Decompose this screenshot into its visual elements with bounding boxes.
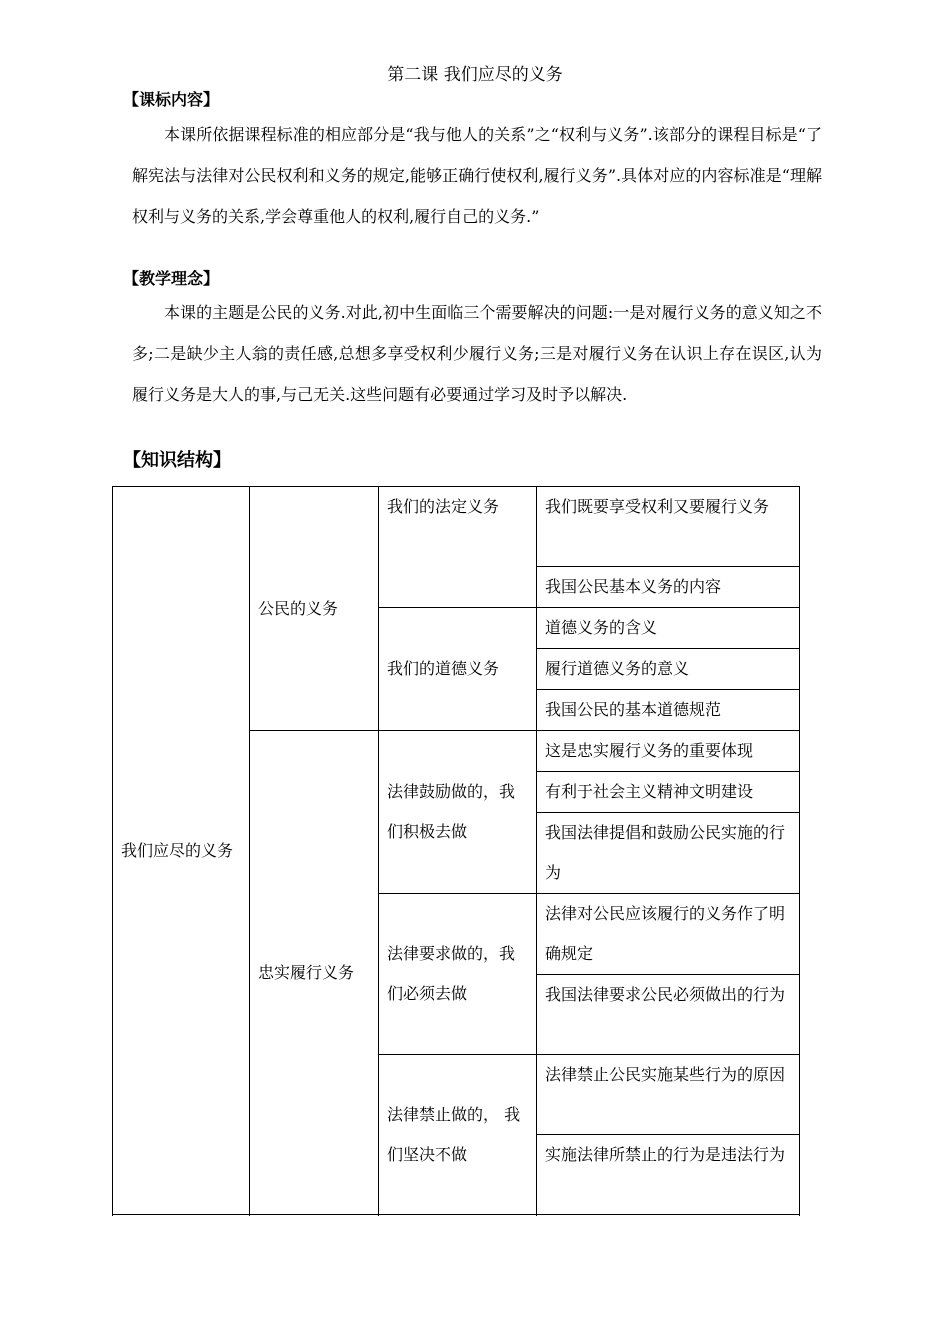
paragraph-teaching-philosophy: 本课的主题是公民的义务.对此,初中生面临三个需要解决的问题:一是对履行义务的意义知之不多;二是缺少主人翁的责任感,总想多享受权利少履行义务;三是对履行义务在认识上存在误区,认为履行义务是大人的事,与己无关.这些问题有必要通过学习及时予以解决. [132, 303, 822, 404]
section-heading-curriculum: 【课标内容】 [123, 90, 220, 109]
leaf-cell: 有利于社会主义精神文明建设 [537, 772, 800, 813]
leaf-cell: 法律禁止公民实施某些行为的原因 [537, 1055, 800, 1135]
knowledge-structure-table [112, 486, 800, 1215]
sub-cell-legal-duties: 我们的法定义务 [379, 487, 537, 608]
leaf-cell: 履行道德义务的意义 [537, 649, 800, 690]
leaf-cell: 道德义务的含义 [537, 608, 800, 649]
sub-cell-prohibited: 法律禁止做的， 我们坚决不做 [379, 1055, 537, 1215]
leaf-cell: 实施法律所禁止的行为是违法行为 [537, 1135, 800, 1215]
leaf-cell: 法律对公民应该履行的义务作了明确规定 [537, 894, 800, 975]
sub-cell-encouraged: 法律鼓励做的，我们积极去做 [379, 731, 537, 894]
leaf-cell: 我们既要享受权利又要履行义务 [537, 487, 800, 567]
sub-cell-required: 法律要求做的，我们必须去做 [379, 894, 537, 1055]
leaf-cell: 我国公民基本义务的内容 [537, 567, 800, 608]
section-heading-teaching-philosophy: 【教学理念】 [123, 269, 220, 288]
leaf-cell: 我国公民的基本道德规范 [537, 690, 800, 731]
leaf-cell: 这是忠实履行义务的重要体现 [537, 731, 800, 772]
leaf-cell: 我国法律提倡和鼓励公民实施的行为 [537, 813, 800, 894]
page-title: 第二课 我们应尽的义务 [387, 65, 563, 85]
section-heading-knowledge-structure: 【知识结构】 [123, 450, 231, 471]
paragraph-curriculum: 本课所依据课程标准的相应部分是“我与他人的关系”之“权利与义务”.该部分的课程目标是“了解宪法与法律对公民权利和义务的规定,能够正确行使权利,履行义务”.具体对应的内容标准是“理解权利与义务的关系,学会尊重他人的权利,履行自己的义务.” [132, 125, 822, 226]
branch-cell-faithful-fulfillment: 忠实履行义务 [250, 731, 379, 1215]
sub-cell-moral-duties: 我们的道德义务 [379, 608, 537, 731]
root-cell: 我们应尽的义务 [113, 487, 250, 1215]
branch-cell-citizen-duties: 公民的义务 [250, 487, 379, 731]
leaf-cell: 我国法律要求公民必须做出的行为 [537, 975, 800, 1055]
